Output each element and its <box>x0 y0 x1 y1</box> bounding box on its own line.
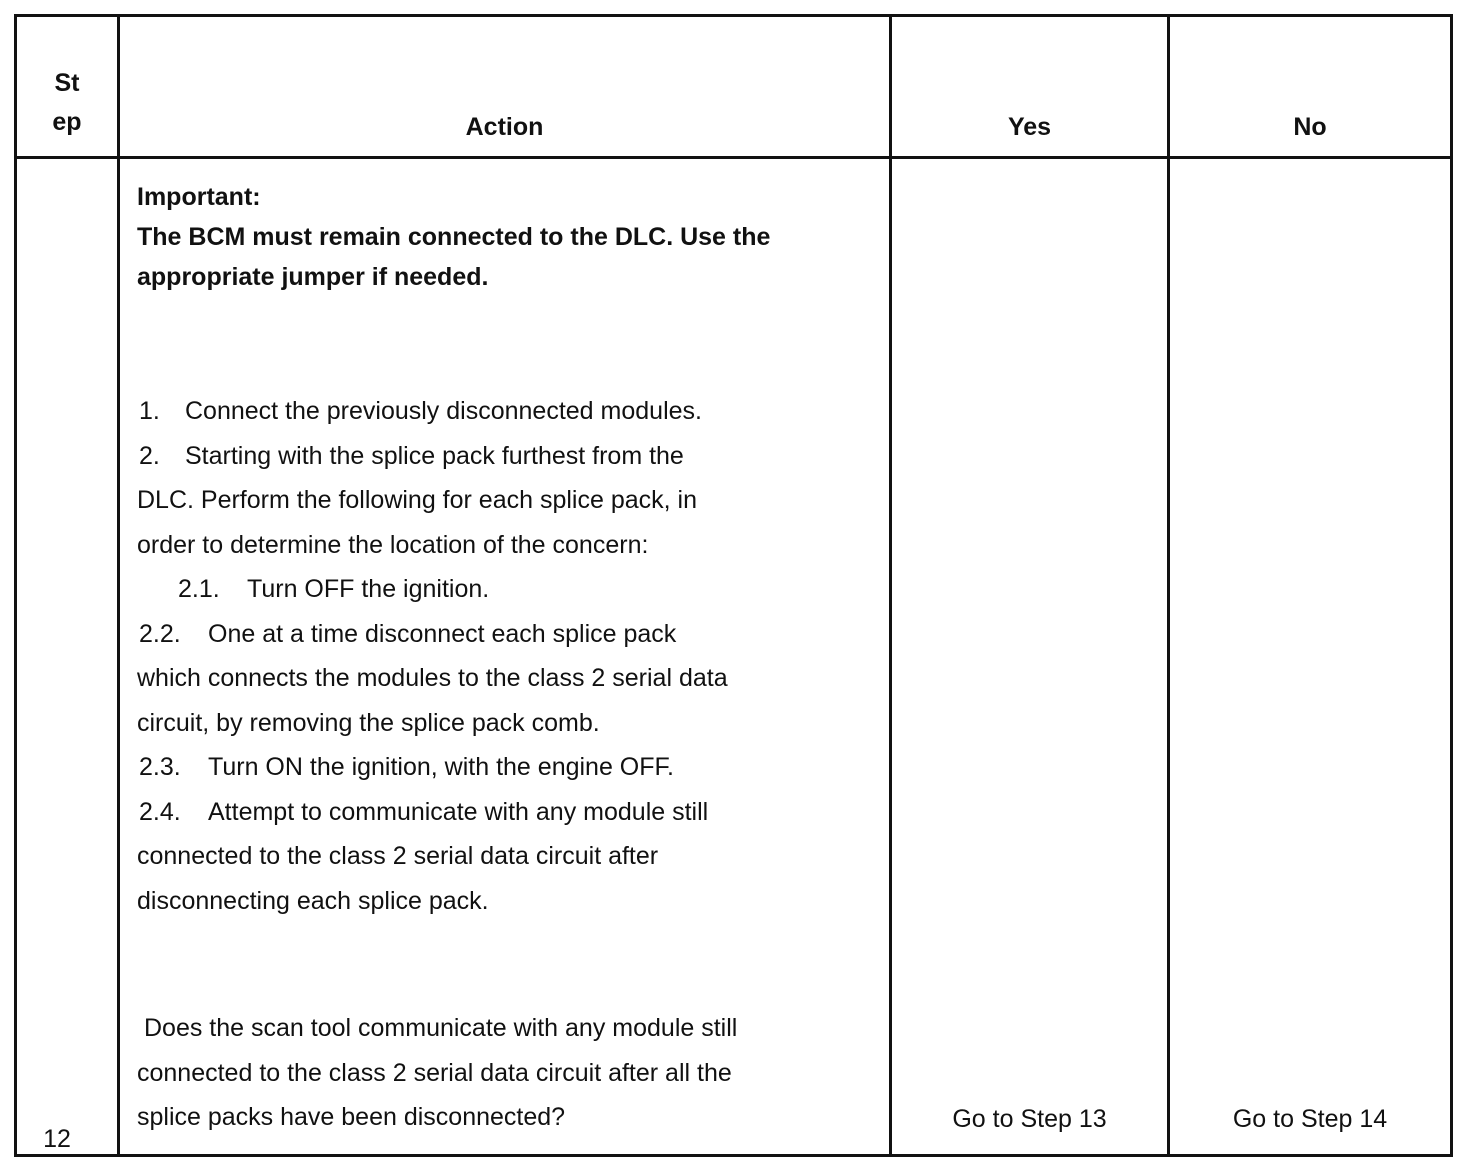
list-item-continuation: disconnecting each splice pack. <box>137 886 489 915</box>
list-item-continuation: circuit, by removing the splice pack comb. <box>137 708 600 737</box>
important-title: Important: <box>137 183 261 211</box>
question-line: connected to the class 2 serial data circuit after all the <box>137 1058 732 1087</box>
question-line: splice packs have been disconnected? <box>137 1103 566 1131</box>
action-header: Action <box>119 16 891 158</box>
list-item: 2.1. Turn OFF the ignition. <box>178 575 490 603</box>
list-item: 2.3. Turn ON the ignition, with the engine OFF. <box>139 753 674 781</box>
list-item-continuation: DLC. Perform the following for each splice pack, in <box>137 486 697 514</box>
list-item-continuation: which connects the modules to the class 2 serial data <box>137 664 728 692</box>
no-result: Go to Step 14 <box>1232 1104 1388 1133</box>
list-item: 2.2. One at a time disconnect each splice pack <box>139 619 677 648</box>
header-row <box>16 16 1452 158</box>
yes-result: Go to Step 13 <box>952 1104 1107 1133</box>
important-line: appropriate jumper if needed. <box>137 263 489 291</box>
list-item-continuation: connected to the class 2 serial data circuit after <box>137 842 659 870</box>
action-cell <box>119 158 891 1156</box>
list-item: 2. Starting with the splice pack furthest from the <box>139 441 684 470</box>
diagnostic-table <box>14 14 1453 1157</box>
list-item: 1. Connect the previously disconnected modules. <box>139 397 702 425</box>
yes-result-cell <box>891 158 1169 1156</box>
table-row <box>16 158 1452 1156</box>
yes-header: Yes <box>891 16 1169 158</box>
no-header: No <box>1169 16 1452 158</box>
list-item-continuation: order to determine the location of the concern: <box>137 530 649 559</box>
no-result-cell <box>1169 158 1452 1156</box>
important-line: The BCM must remain connected to the DLC. Use the <box>137 223 771 251</box>
step-number: 12 <box>43 1124 71 1153</box>
step-header: St ep <box>16 16 119 158</box>
question-line: Does the scan tool communicate with any module still <box>144 1014 738 1042</box>
list-item: 2.4. Attempt to communicate with any module still <box>139 797 709 826</box>
procedure-list <box>137 389 859 923</box>
question-text <box>137 1006 859 1140</box>
step-number-cell <box>16 158 119 1156</box>
important-note <box>137 177 859 297</box>
